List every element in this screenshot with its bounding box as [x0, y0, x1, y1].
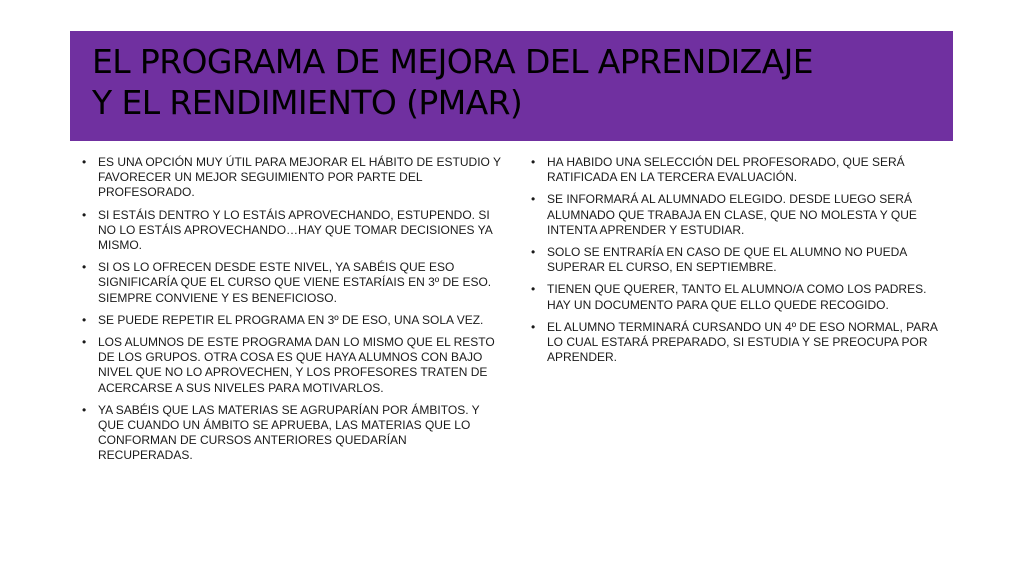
list-item — [82, 260, 502, 306]
list-item — [531, 192, 951, 238]
bullet-icon: • — [531, 282, 536, 297]
right-bullet-list — [531, 155, 951, 372]
list-item — [82, 208, 502, 254]
list-item — [82, 155, 502, 201]
list-item — [531, 245, 951, 275]
bullet-icon: • — [82, 260, 87, 275]
bullet-text: YA SABÉIS QUE LAS MATERIAS SE AGRUPARÍAN POR ÁMBITOS. Y QUE CUANDO UN ÁMBITO SE APRUEBA, LAS MATERIAS QUE LO CONFORMAN DE CURSOS ANTERIORES QUEDARÍAN RECUPERADAS. — [98, 402, 480, 463]
bullet-text: SE INFORMARÁ AL ALUMNADO ELEGIDO. DESDE LUEGO SERÁ ALUMNADO QUE TRABAJA EN CLASE, QUE NO MOLESTA Y QUE INTENTA APRENDER Y ESTUDIAR. — [547, 192, 917, 237]
bullet-text: EL ALUMNO TERMINARÁ CURSANDO UN 4º DE ESO NORMAL, PARA LO CUAL ESTARÁ PREPARADO, SI ESTUDIA Y SE PREOCUPA POR APRENDER. — [547, 319, 938, 365]
bullet-text: TIENEN QUE QUERER, TANTO EL ALUMNO/A COMO LOS PADRES. HAY UN DOCUMENTO PARA QUE ELLO QUEDE RECOGIDO. — [547, 282, 927, 312]
bullet-text: SI ESTÁIS DENTRO Y LO ESTÁIS APROVECHANDO, ESTUPENDO. SI NO LO ESTÁIS APROVECHANDO…HAY QUE TOMAR DECISIONES YA MISMO. — [98, 207, 493, 253]
bullet-icon: • — [82, 155, 87, 169]
bullet-icon: • — [531, 192, 536, 207]
bullet-text: LOS ALUMNOS DE ESTE PROGRAMA DAN LO MISMO QUE EL RESTO DE LOS GRUPOS. OTRA COSA ES QUE HAYA ALUMNOS CON BAJO NIVEL QUE NO LO APROVECHEN, Y LOS PROFESORES TRATEN DE ACERCARSE A SUS NIVELES PARA MOTIVARLOS. — [98, 335, 495, 395]
bullet-icon: • — [82, 207, 87, 222]
bullet-text: SI OS LO OFRECEN DESDE ESTE NIVEL, YA SABÉIS QUE ESO SIGNIFICARÍA QUE EL CURSO QUE VIENE ESTARÍAIS EN 3º DE ESO. SIEMPRE CONVIENE Y ES BENEFICIOSO. — [98, 260, 492, 305]
list-item — [82, 403, 502, 464]
bullet-icon: • — [82, 335, 87, 350]
bullet-text: SE PUEDE REPETIR EL PROGRAMA EN 3º DE ESO, UNA SOLA VEZ. — [98, 312, 484, 327]
list-item — [531, 155, 951, 185]
bullet-text: HA HABIDO UNA SELECCIÓN DEL PROFESORADO, QUE SERÁ RATIFICADA EN LA TERCERA EVALUACIÓN. — [547, 155, 905, 185]
bullet-icon: • — [82, 402, 87, 417]
list-item — [82, 335, 502, 396]
list-item — [531, 282, 951, 312]
title-line-2: Y EL RENDIMIENTO (PMAR) — [92, 83, 523, 122]
title-line-1: EL PROGRAMA DE MEJORA DEL APRENDIZAJE — [92, 42, 814, 81]
bullet-icon: • — [531, 245, 536, 260]
list-item — [82, 313, 502, 328]
bullet-icon: • — [82, 312, 87, 327]
left-bullet-list — [82, 155, 502, 471]
bullet-icon: • — [531, 155, 536, 169]
bullet-text: SOLO SE ENTRARÍA EN CASO DE QUE EL ALUMNO NO PUEDA SUPERAR EL CURSO, EN SEPTIEMBRE. — [547, 245, 907, 275]
title-band — [70, 31, 953, 141]
list-item — [531, 320, 951, 366]
slide-title — [92, 41, 939, 123]
bullet-icon: • — [531, 319, 536, 334]
bullet-text: ES UNA OPCIÓN MUY ÚTIL PARA MEJORAR EL HÁBITO DE ESTUDIO Y FAVORECER UN MEJOR SEGUIMIENTO POR PARTE DEL PROFESORADO. — [98, 155, 501, 200]
